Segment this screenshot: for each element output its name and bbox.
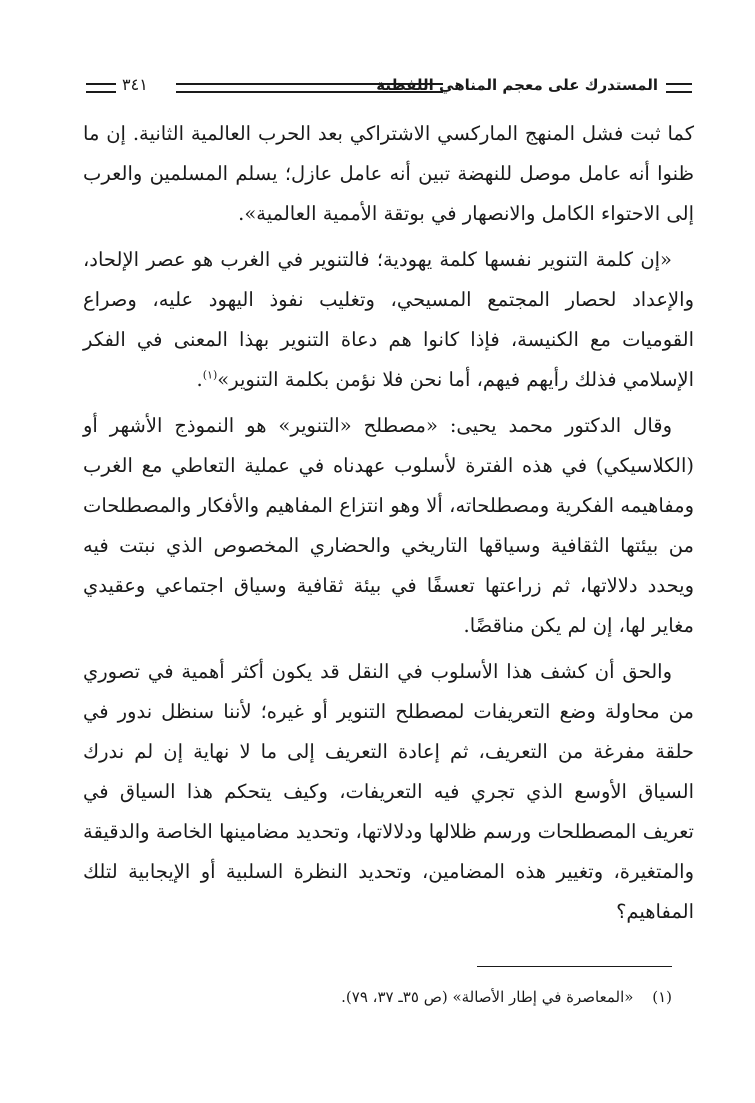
footnote-reference: (١) [202,368,218,382]
running-header [86,72,692,104]
footnote [61,985,672,1009]
footnote-number: (١) [652,988,672,1006]
footnote-text: «المعاصرة في إطار الأصالة» (ص ٣٥ـ ٣٧، ٧٩). [341,988,634,1006]
header-rule-middle [176,83,443,93]
paragraph-text: «إن كلمة التنوير نفسها كلمة يهودية؛ فالتنوير في الغرب هو عصر الإلحاد، والإعداد لحصار المجتمع المسيحي، وتغليب نفوذ اليهود عليه، وصراع القوميات مع الكنيسة، فإذا كانوا هم دعاة التنوير بهذا المعنى في الفكر الإسلامي فذلك رأيهم فيهم، أما نحن فلا نؤمن بكلمة التنوير» [83,248,694,391]
paragraph: كما ثبت فشل المنهج الماركسي الاشتراكي بعد الحرب العالمية الثانية. إن ما ظنوا أنه عامل موصل للنهضة تبين أنه عامل عازل؛ يسلم المسلمين والعرب إلى الاحتواء الكامل والانصهار في بوتقة الأممية العالمية». [83,122,694,225]
footnote-separator [477,966,672,967]
body-text [83,114,694,938]
paragraph: «إن كلمة التنوير نفسها كلمة يهودية؛ فالتنوير في الغرب هو عصر الإلحاد، والإعداد لحصار المجتمع المسيحي، وتغليب نفوذ اليهود عليه، وصراع القوميات مع الكنيسة، فإذا كانوا هم دعاة التنوير بهذا المعنى في الفكر الإسلامي فذلك رأيهم فيهم، أما نحن فلا نؤمن بكلمة التنوير»$^{(١)}$. [83,248,694,391]
page-number: ٣٤١ [122,75,148,94]
book-title: المستدرك على معجم المناهي اللفظية [376,76,658,94]
header-rule-left [86,83,116,93]
header-rule-right [666,83,692,93]
paragraph: وقال الدكتور محمد يحيى: «مصطلح «التنوير» هو النموذج الأشهر أو (الكلاسيكي) في هذه الفترة لأسلوب عهدناه في عملية التعاطي مع الغرب ومفاهيمه الفكرية ومصطلحاته، ألا وهو انتزاع المفاهيم والأفكار والمصطلحات من بيئتها الثقافية وسياقها التاريخي والحضاري المخصوص الذي نبتت فيه ويحدد دلالاتها، ثم زراعتها تعسفًا في بيئة ثقافية وسياق اجتماعي وعقيدي مغاير لها، إن لم يكن مناقضًا. [83,414,694,637]
paragraph: والحق أن كشف هذا الأسلوب في النقل قد يكون أكثر أهمية في تصوري من محاولة وضع التعريفات لمصطلح التنوير أو غيره؛ لأننا سنظل ندور في حلقة مفرغة من التعريف، ثم إعادة التعريف إلى ما لا نهاية إن لم ندرك السياق الأوسع الذي تجري فيه التعريفات، وكيف يتحكم هذا السياق في تعريف المصطلحات ورسم ظلالها ودلالاتها، وتحديد مضامينها الخاصة والدقيقة والمتغيرة، وتغيير هذه المضامين، وتحديد النظرة السلبية أو الإيجابية لتلك المفاهيم؟ [83,660,694,923]
